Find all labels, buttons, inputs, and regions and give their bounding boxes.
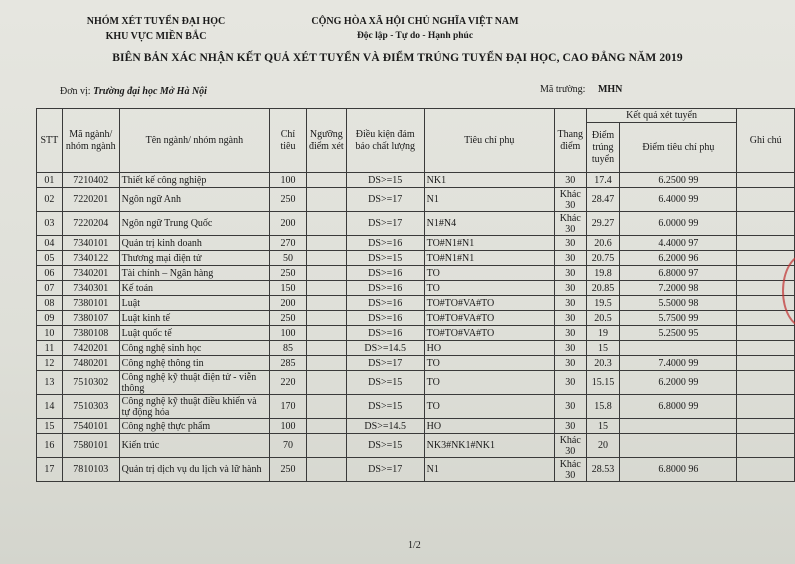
row-major-name: Thương mại điện tử <box>119 251 269 266</box>
row-quota: 270 <box>270 236 307 251</box>
row-quality-condition: DS>=16 <box>346 296 424 311</box>
row-sub-criteria-score <box>620 419 737 434</box>
row-admission-score: 20.5 <box>586 311 620 326</box>
row-major-code: 7380108 <box>62 326 119 341</box>
row-quality-condition: DS>=16 <box>346 311 424 326</box>
row-threshold <box>306 173 346 188</box>
row-admission-score: 15 <box>586 341 620 356</box>
issuer-line-1: NHÓM XÉT TUYỂN ĐẠI HỌC <box>86 16 226 27</box>
row-stt: 07 <box>37 281 63 296</box>
row-scale: 30 <box>554 311 586 326</box>
row-quota: 70 <box>270 434 307 458</box>
row-notes <box>737 434 795 458</box>
row-quota: 50 <box>270 251 307 266</box>
row-sub-criteria-score: 6.4000 99 <box>620 188 737 212</box>
table-row <box>37 296 795 311</box>
row-notes <box>737 212 795 236</box>
row-sub-criteria: TO#TO#VA#TO <box>424 311 554 326</box>
row-scale: 30 <box>554 419 586 434</box>
row-stt: 03 <box>37 212 63 236</box>
table-row <box>37 326 795 341</box>
school-code-label: Mã trường: <box>540 84 586 95</box>
row-major-name: Công nghệ thực phẩm <box>119 419 269 434</box>
row-notes <box>737 251 795 266</box>
row-sub-criteria: N1 <box>424 458 554 482</box>
row-admission-score: 20.75 <box>586 251 620 266</box>
row-threshold <box>306 326 346 341</box>
table-row <box>37 212 795 236</box>
row-quota: 150 <box>270 281 307 296</box>
results-table <box>36 108 795 482</box>
table-row <box>37 311 795 326</box>
row-scale: Khác 30 <box>554 458 586 482</box>
row-stt: 14 <box>37 395 63 419</box>
row-stt: 05 <box>37 251 63 266</box>
row-major-name: Kế toán <box>119 281 269 296</box>
row-scale: 30 <box>554 326 586 341</box>
row-sub-criteria-score: 6.2000 99 <box>620 371 737 395</box>
row-notes <box>737 458 795 482</box>
row-sub-criteria-score: 6.8000 97 <box>620 266 737 281</box>
row-quota: 100 <box>270 173 307 188</box>
table-row <box>37 341 795 356</box>
row-stt: 11 <box>37 341 63 356</box>
row-admission-score: 28.53 <box>586 458 620 482</box>
row-major-code: 7810103 <box>62 458 119 482</box>
row-major-name: Tài chính – Ngân hàng <box>119 266 269 281</box>
row-major-code: 7510303 <box>62 395 119 419</box>
header-major-code: Mã ngành/ nhóm ngành <box>62 109 119 173</box>
row-sub-criteria-score <box>620 341 737 356</box>
row-notes <box>737 188 795 212</box>
row-scale: 30 <box>554 341 586 356</box>
row-scale: 30 <box>554 296 586 311</box>
row-quality-condition: DS>=14.5 <box>346 341 424 356</box>
row-major-code: 7420201 <box>62 341 119 356</box>
row-quota: 170 <box>270 395 307 419</box>
national-title: CỘNG HÒA XÃ HỘI CHỦ NGHĨA VIỆT NAM <box>311 16 519 27</box>
table-row <box>37 266 795 281</box>
row-quota: 250 <box>270 458 307 482</box>
row-admission-score: 15.8 <box>586 395 620 419</box>
header-notes: Ghi chú <box>737 109 795 173</box>
row-threshold <box>306 236 346 251</box>
row-notes <box>737 236 795 251</box>
unit-value: Trường đại học Mở Hà Nội <box>93 86 207 97</box>
row-major-name: Ngôn ngữ Trung Quốc <box>119 212 269 236</box>
row-major-code: 7220201 <box>62 188 119 212</box>
row-threshold <box>306 311 346 326</box>
row-threshold <box>306 188 346 212</box>
header-results: Kết quả xét tuyển <box>586 109 737 123</box>
row-sub-criteria: TO <box>424 281 554 296</box>
row-major-code: 7380107 <box>62 311 119 326</box>
row-notes <box>737 341 795 356</box>
row-threshold <box>306 458 346 482</box>
row-major-name: Công nghệ sinh học <box>119 341 269 356</box>
row-major-name: Kiến trúc <box>119 434 269 458</box>
row-quota: 250 <box>270 311 307 326</box>
row-sub-criteria: TO#N1#N1 <box>424 251 554 266</box>
header-major-name: Tên ngành/ nhóm ngành <box>119 109 269 173</box>
table-row <box>37 371 795 395</box>
row-admission-score: 28.47 <box>586 188 620 212</box>
row-stt: 06 <box>37 266 63 281</box>
row-quality-condition: DS>=15 <box>346 395 424 419</box>
row-major-name: Công nghệ kỹ thuật điện tử - viễn thông <box>119 371 269 395</box>
row-stt: 02 <box>37 188 63 212</box>
row-sub-criteria-score: 6.2500 99 <box>620 173 737 188</box>
row-admission-score: 19 <box>586 326 620 341</box>
row-threshold <box>306 434 346 458</box>
row-stt: 04 <box>37 236 63 251</box>
row-stt: 17 <box>37 458 63 482</box>
row-sub-criteria-score: 5.5000 98 <box>620 296 737 311</box>
row-quota: 250 <box>270 188 307 212</box>
row-admission-score: 15.15 <box>586 371 620 395</box>
row-admission-score: 29.27 <box>586 212 620 236</box>
row-major-code: 7340301 <box>62 281 119 296</box>
row-admission-score: 20.3 <box>586 356 620 371</box>
row-threshold <box>306 266 346 281</box>
row-major-code: 7220204 <box>62 212 119 236</box>
row-notes <box>737 173 795 188</box>
row-scale: Khác 30 <box>554 212 586 236</box>
row-quality-condition: DS>=17 <box>346 356 424 371</box>
row-major-name: Công nghệ thông tin <box>119 356 269 371</box>
header-scale: Thang điểm <box>554 109 586 173</box>
row-admission-score: 19.8 <box>586 266 620 281</box>
row-sub-criteria: TO#N1#N1 <box>424 236 554 251</box>
row-scale: 30 <box>554 281 586 296</box>
row-stt: 08 <box>37 296 63 311</box>
row-quality-condition: DS>=17 <box>346 458 424 482</box>
row-quota: 250 <box>270 266 307 281</box>
unit-line <box>60 86 207 97</box>
row-threshold <box>306 395 346 419</box>
row-sub-criteria-score: 6.8000 96 <box>620 458 737 482</box>
row-stt: 12 <box>37 356 63 371</box>
table-row <box>37 434 795 458</box>
row-sub-criteria-score: 6.8000 99 <box>620 395 737 419</box>
row-notes <box>737 356 795 371</box>
row-quota: 200 <box>270 296 307 311</box>
row-notes <box>737 395 795 419</box>
table-row <box>37 356 795 371</box>
row-quota: 85 <box>270 341 307 356</box>
row-major-name: Ngôn ngữ Anh <box>119 188 269 212</box>
row-sub-criteria: N1 <box>424 188 554 212</box>
row-threshold <box>306 356 346 371</box>
row-quality-condition: DS>=16 <box>346 266 424 281</box>
row-sub-criteria: TO#TO#VA#TO <box>424 326 554 341</box>
row-stt: 15 <box>37 419 63 434</box>
row-threshold <box>306 296 346 311</box>
row-notes <box>737 371 795 395</box>
table-row <box>37 173 795 188</box>
row-threshold <box>306 371 346 395</box>
row-notes <box>737 326 795 341</box>
row-notes <box>737 419 795 434</box>
national-motto: Độc lập - Tự do - Hạnh phúc <box>356 31 474 41</box>
row-threshold <box>306 419 346 434</box>
row-sub-criteria-score: 6.0000 99 <box>620 212 737 236</box>
row-scale: 30 <box>554 356 586 371</box>
unit-label: Đơn vị: <box>60 86 91 97</box>
row-admission-score: 20 <box>586 434 620 458</box>
row-quality-condition: DS>=17 <box>346 188 424 212</box>
row-major-name: Luật kinh tế <box>119 311 269 326</box>
row-sub-criteria-score: 7.4000 99 <box>620 356 737 371</box>
row-scale: 30 <box>554 371 586 395</box>
row-admission-score: 17.4 <box>586 173 620 188</box>
national-motto-block <box>290 14 540 44</box>
row-quota: 200 <box>270 212 307 236</box>
row-quota: 285 <box>270 356 307 371</box>
row-major-code: 7510302 <box>62 371 119 395</box>
row-admission-score: 20.6 <box>586 236 620 251</box>
row-major-name: Thiết kế công nghiệp <box>119 173 269 188</box>
table-row <box>37 188 795 212</box>
row-major-code: 7340122 <box>62 251 119 266</box>
row-quality-condition: DS>=16 <box>346 281 424 296</box>
row-scale: 30 <box>554 251 586 266</box>
row-scale: 30 <box>554 173 586 188</box>
row-stt: 10 <box>37 326 63 341</box>
school-code-value: MHN <box>597 84 623 95</box>
table-row <box>37 395 795 419</box>
row-quality-condition: DS>=15 <box>346 434 424 458</box>
row-scale: 30 <box>554 236 586 251</box>
row-major-code: 7210402 <box>62 173 119 188</box>
row-quality-condition: DS>=15 <box>346 371 424 395</box>
row-major-code: 7540101 <box>62 419 119 434</box>
document-title: BIÊN BẢN XÁC NHẬN KẾT QUẢ XÉT TUYỂN VÀ ĐIỂM TRÚNG TUYỂN ĐẠI HỌC, CAO ĐẲNG NĂM 2019 <box>112 52 683 64</box>
header-stt: STT <box>37 109 63 173</box>
row-sub-criteria: TO#TO#VA#TO <box>424 296 554 311</box>
row-major-name: Quản trị kinh doanh <box>119 236 269 251</box>
row-stt: 01 <box>37 173 63 188</box>
row-major-name: Công nghệ kỹ thuật điều khiển và tự động hóa <box>119 395 269 419</box>
header-threshold: Ngưỡng điểm xét <box>306 109 346 173</box>
row-admission-score: 20.85 <box>586 281 620 296</box>
row-quota: 100 <box>270 326 307 341</box>
header-sub-criteria-score: Điểm tiêu chí phụ <box>620 123 737 173</box>
issuer-block <box>56 14 256 44</box>
row-sub-criteria-score: 5.2500 95 <box>620 326 737 341</box>
row-major-code: 7580101 <box>62 434 119 458</box>
row-quota: 100 <box>270 419 307 434</box>
row-major-code: 7380101 <box>62 296 119 311</box>
row-sub-criteria: TO <box>424 371 554 395</box>
header-quality-condition: Điều kiện đảm bảo chất lượng <box>346 109 424 173</box>
row-major-name: Luật <box>119 296 269 311</box>
row-major-name: Quản trị dịch vụ du lịch và lữ hành <box>119 458 269 482</box>
row-quality-condition: DS>=14.5 <box>346 419 424 434</box>
row-admission-score: 19.5 <box>586 296 620 311</box>
row-major-code: 7480201 <box>62 356 119 371</box>
row-major-name: Luật quốc tế <box>119 326 269 341</box>
row-threshold <box>306 212 346 236</box>
table-row <box>37 419 795 434</box>
header-admission-score: Điểm trúng tuyển <box>586 123 620 173</box>
row-sub-criteria: TO <box>424 395 554 419</box>
row-major-code: 7340101 <box>62 236 119 251</box>
table-row <box>37 236 795 251</box>
row-scale: Khác 30 <box>554 188 586 212</box>
row-sub-criteria: NK3#NK1#NK1 <box>424 434 554 458</box>
row-admission-score: 15 <box>586 419 620 434</box>
page-number: 1/2 <box>408 540 421 551</box>
row-scale: 30 <box>554 266 586 281</box>
issuer-line-2: KHU VỰC MIỀN BẮC <box>105 31 207 42</box>
row-sub-criteria-score: 7.2000 98 <box>620 281 737 296</box>
row-scale: Khác 30 <box>554 434 586 458</box>
row-sub-criteria: N1#N4 <box>424 212 554 236</box>
row-quality-condition: DS>=15 <box>346 173 424 188</box>
row-sub-criteria: HO <box>424 341 554 356</box>
row-quality-condition: DS>=16 <box>346 236 424 251</box>
row-sub-criteria: TO <box>424 266 554 281</box>
header-sub-criteria: Tiêu chí phụ <box>424 109 554 173</box>
row-threshold <box>306 281 346 296</box>
school-code-line <box>540 84 622 95</box>
row-sub-criteria: TO <box>424 356 554 371</box>
row-sub-criteria-score: 6.2000 96 <box>620 251 737 266</box>
row-quality-condition: DS>=16 <box>346 326 424 341</box>
row-sub-criteria: HO <box>424 419 554 434</box>
row-threshold <box>306 251 346 266</box>
table-row <box>37 251 795 266</box>
row-quality-condition: DS>=17 <box>346 212 424 236</box>
row-sub-criteria-score: 4.4000 97 <box>620 236 737 251</box>
row-stt: 09 <box>37 311 63 326</box>
row-stt: 13 <box>37 371 63 395</box>
row-threshold <box>306 341 346 356</box>
row-quality-condition: DS>=15 <box>346 251 424 266</box>
row-sub-criteria-score <box>620 434 737 458</box>
row-stt: 16 <box>37 434 63 458</box>
row-sub-criteria-score: 5.7500 99 <box>620 311 737 326</box>
row-scale: 30 <box>554 395 586 419</box>
row-sub-criteria: NK1 <box>424 173 554 188</box>
table-row <box>37 281 795 296</box>
header-quota: Chỉ tiêu <box>270 109 307 173</box>
row-quota: 220 <box>270 371 307 395</box>
table-row <box>37 458 795 482</box>
row-major-code: 7340201 <box>62 266 119 281</box>
